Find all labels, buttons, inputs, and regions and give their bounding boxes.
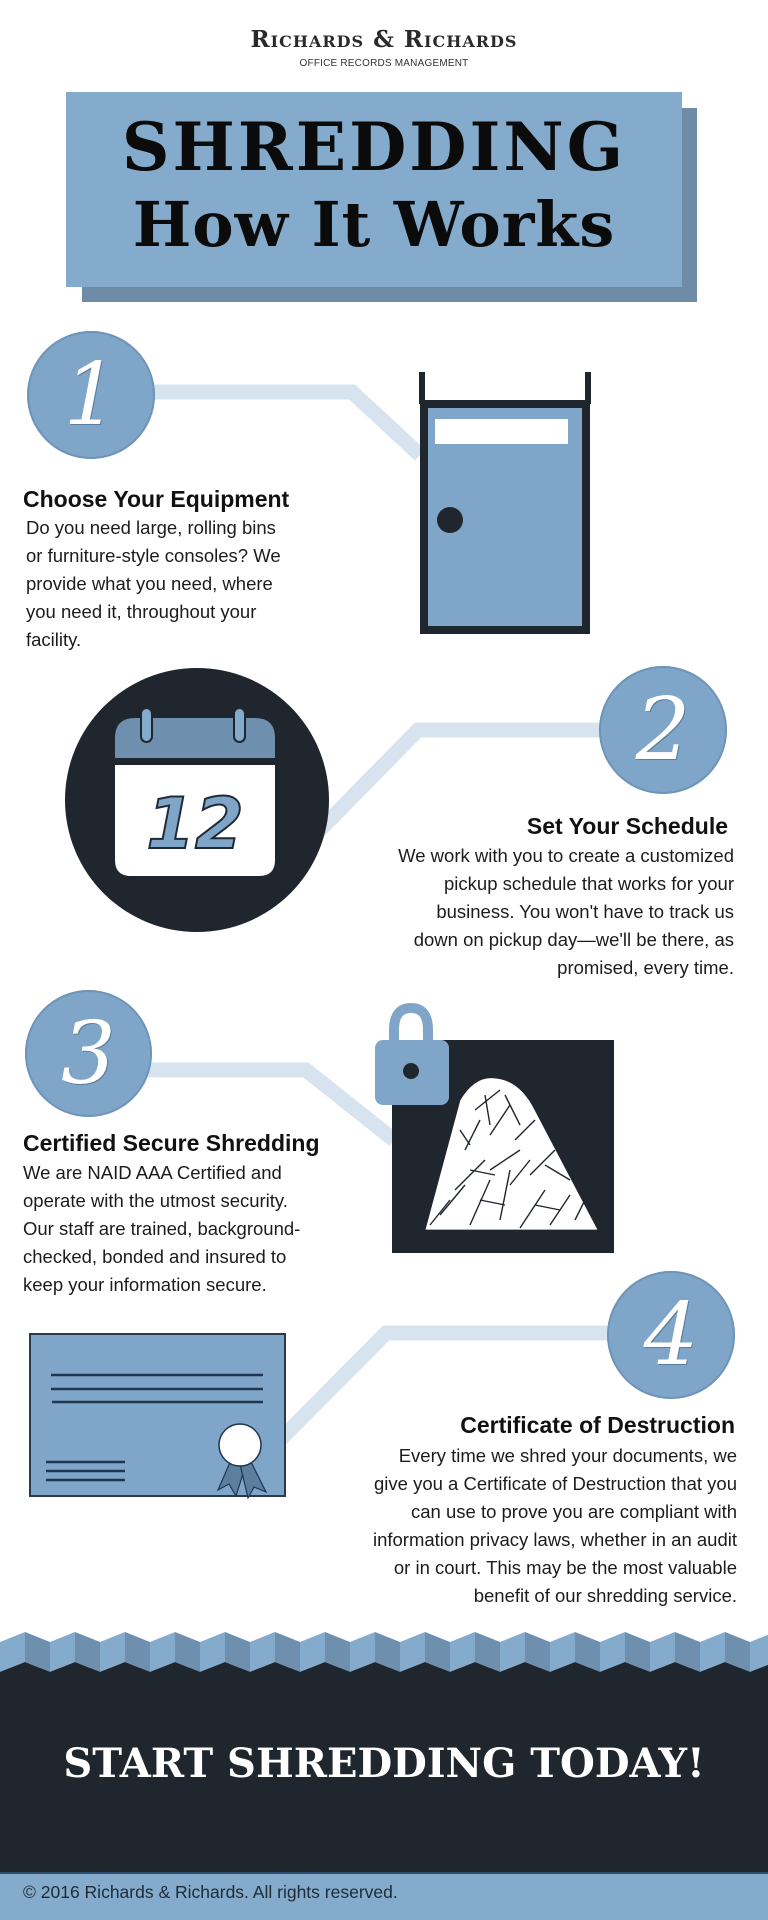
body-line: Every time we shred your documents, we (398, 1445, 737, 1466)
body-line: or in court. This may be the most valuable (393, 1557, 737, 1578)
step-3-body (23, 1159, 343, 1299)
body-line: provide what you need, where (26, 573, 273, 594)
page-title: SHREDDING (121, 108, 627, 186)
step-1-number-badge (27, 331, 155, 459)
shredding-bin-icon (410, 368, 600, 640)
connector-step-1 (150, 392, 420, 455)
cta-start-shredding[interactable]: START SHREDDING TODAY! (63, 1740, 705, 1787)
body-line: you need it, throughout your (26, 601, 257, 622)
step-number: 1 (63, 345, 119, 445)
brand-name: Richards & Richards (250, 26, 518, 53)
step-number: 3 (61, 1003, 116, 1104)
brand-tagline: OFFICE RECORDS MANAGEMENT (299, 58, 469, 69)
step-4-body (277, 1442, 737, 1610)
step-2-number-badge (599, 666, 727, 794)
body-line: Do you need large, rolling bins (26, 517, 276, 538)
body-line: benefit of our shredding service. (473, 1585, 737, 1606)
body-line: keep your information secure. (23, 1274, 267, 1295)
step-2-body (314, 842, 734, 982)
step-4-title: Certificate of Destruction (460, 1412, 735, 1438)
zigzag-border (0, 1628, 768, 1678)
step-3-number-badge (25, 990, 152, 1117)
body-line: We work with you to create a customized (398, 845, 734, 866)
body-line: or furniture-style consoles? We (26, 545, 281, 566)
body-line: business. You won't have to track us (436, 901, 734, 922)
step-1-title: Choose Your Equipment (23, 486, 290, 512)
calendar-day: 12 (146, 783, 244, 865)
body-line: down on pickup day—we'll be there, as (413, 929, 734, 950)
certificate-icon (28, 1332, 288, 1500)
body-line: checked, bonded and insured to (23, 1246, 287, 1267)
body-line: facility. (26, 629, 82, 650)
calendar-icon (110, 708, 280, 883)
step-2-title: Set Your Schedule (526, 813, 728, 839)
body-line: can use to prove you are compliant with (411, 1501, 737, 1522)
body-line: promised, every time. (557, 957, 734, 978)
padlock-shredded-paper-icon (370, 1000, 620, 1258)
body-line: pickup schedule that works for your (444, 873, 734, 894)
body-line: We are NAID AAA Certified and (23, 1162, 282, 1183)
step-1-body (26, 514, 326, 654)
body-line: operate with the utmost security. (23, 1190, 288, 1211)
step-number: 2 (635, 680, 691, 780)
page-subtitle: How It Works (132, 188, 616, 261)
copyright-text: © 2016 Richards & Richards. All rights reserved. (23, 1882, 398, 1902)
step-number: 4 (643, 1285, 699, 1385)
body-line: information privacy laws, whether in an audit (372, 1529, 737, 1550)
step-4-number-badge (607, 1271, 735, 1399)
step-3-title: Certified Secure Shredding (23, 1130, 320, 1156)
body-line: Our staff are trained, background- (23, 1218, 301, 1239)
body-line: give you a Certificate of Destruction that you (374, 1473, 737, 1494)
